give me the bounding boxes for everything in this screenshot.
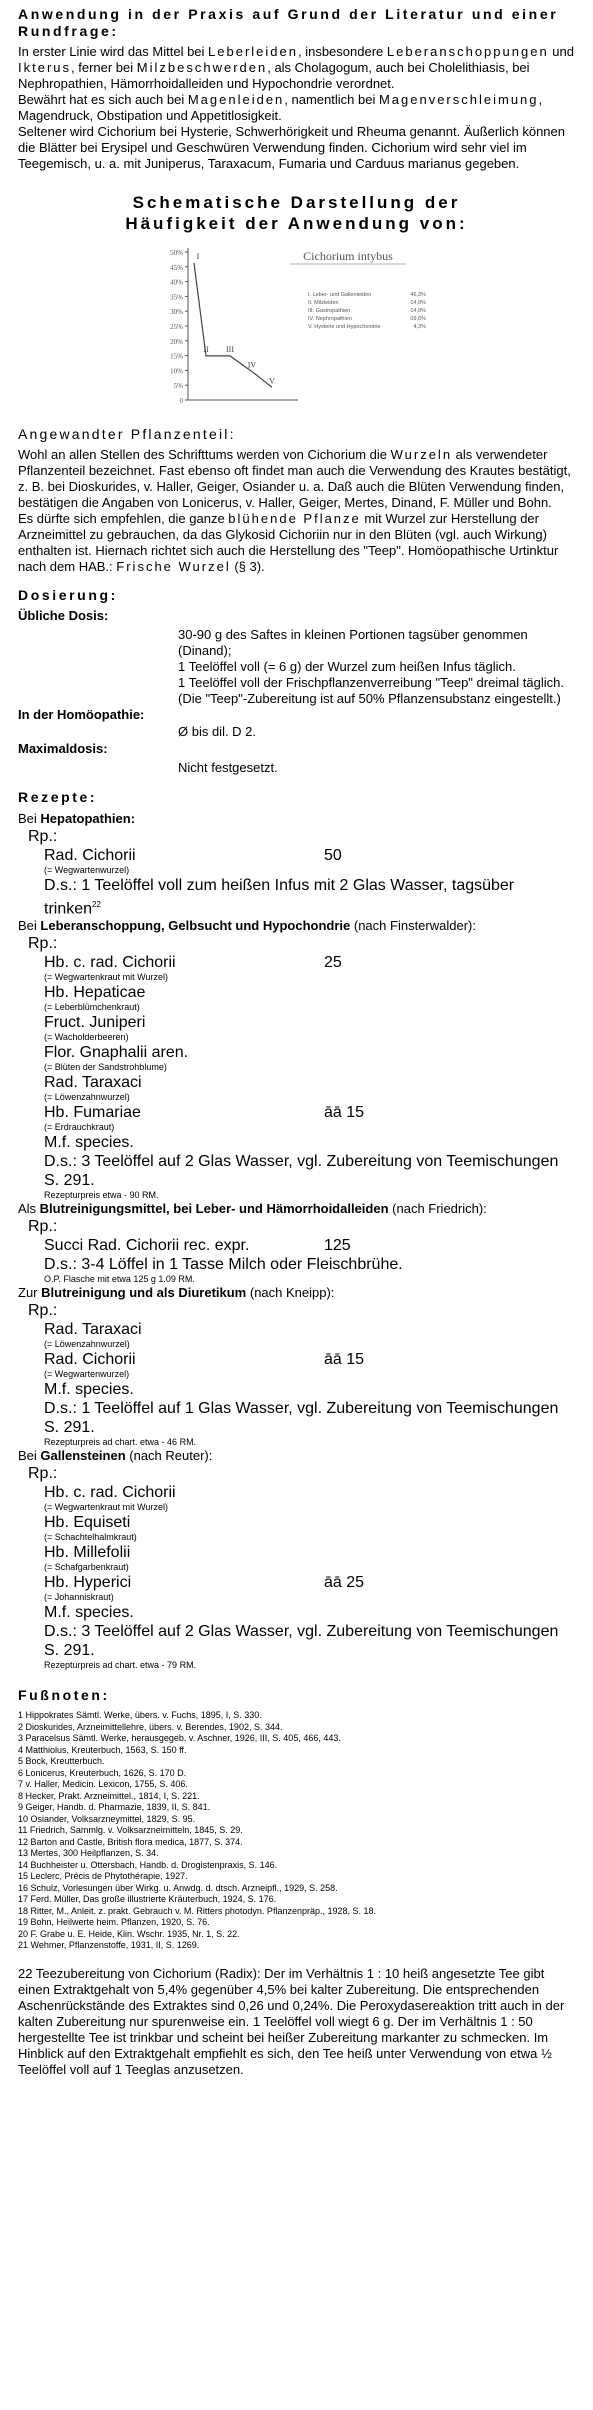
text: Bewährt hat es sich auch bei — [18, 92, 188, 107]
footnote-item: 10 Osiander, Volksarzneymittel, 1829, S. 95. — [18, 1813, 196, 1824]
footnote-item: 12 Barton and Castle, British flora medica, 1877, S. 374. — [18, 1836, 243, 1847]
footnote-item: 1 Hippokrates Sämtl. Werke, übers. v. Fuchs, 1895, I, S. 330. — [18, 1710, 262, 1721]
rezepte-heading: Rezepte: — [18, 789, 98, 805]
legend-label: V. Hysterie und Hypochondrie — [308, 324, 381, 330]
y-tick-label: 40% — [170, 278, 183, 287]
recipe-3 — [18, 1201, 575, 1285]
price-line: Rezepturpreis etwa - 90 RM. — [44, 1190, 159, 1201]
dosierung-heading: Dosierung: — [18, 587, 118, 603]
y-tick-label: 0 — [179, 397, 183, 405]
text: (§ 3). — [230, 559, 265, 574]
text: Wohl an allen Stellen des Schrifttums werden von Cichorium die — [18, 447, 391, 462]
y-tick-label: 5% — [173, 382, 183, 391]
price-line: O.P. Flasche mit etwa 125 g 1.09 RM. — [44, 1274, 195, 1285]
dose-line: 1 Teelöffel voll der Frischpflanzenverreibung "Teep" dreimal täglich. — [178, 675, 564, 690]
footnote-item: 8 Hecker, Prakt. Arzneimittel., 1814, I, S. 221. — [18, 1790, 200, 1801]
dose-line: 1 Teelöffel voll (= 6 g) der Wurzel zum heißen Infus täglich. — [178, 659, 516, 674]
ds-line: D.s.: 3-4 Löffel in 1 Tasse Milch oder Fleischbrühe. — [44, 1256, 403, 1274]
legend-label: III. Gastropathien — [308, 308, 351, 314]
text: In erster Linie wird das Mittel bei — [18, 44, 209, 59]
legend-label: II. Milzleiden — [308, 300, 339, 306]
ingredient-name: Rad. Cichorii — [44, 1351, 136, 1369]
text: (nach Reuter): — [125, 1448, 213, 1464]
text: Leberanschoppung, Gelbsucht und Hypochondrie — [40, 918, 351, 934]
ingredient-note: (= Schafgarbenkraut) — [44, 1562, 129, 1573]
recipe-title — [18, 1285, 575, 1301]
footnote-item: 9 Geiger, Handb. d. Pharmazie, 1839, II, S. 841. — [18, 1802, 211, 1813]
text: mit Wurzel zur Herstellung der Arzneimittel zu gebrauchen, da das Glykosid Cichoriin nur in den Blüten (vgl. auch Wirkung) enthalten ist. Hiernach richtet sich auch die Herstellung des "Teep". Homöopathische Urtinktur nach dem HAB.: — [18, 511, 559, 574]
ingredient-name: Rad. Cichorii — [44, 847, 136, 864]
footnote-item: 19 Bohn, Heilwerte heim. Pflanzen, 1920, S. 76. — [18, 1917, 210, 1928]
y-tick-label: 20% — [170, 337, 183, 346]
recipe-2 — [18, 918, 575, 1201]
text: , Magendruck, Obstipation und Appetitlosigkeit. — [18, 92, 543, 123]
text: Magenleiden — [187, 92, 285, 107]
ingredient-qty: āā 15 — [324, 1351, 365, 1369]
ingredient: Rad. Taraxaci — [44, 1321, 142, 1339]
ingredient: Hb. c. rad. Cichorii — [44, 1484, 176, 1502]
text: Magenverschleimung — [378, 92, 539, 107]
footnote-item: 3 Paracelsus Sämtl. Werke, herausgegeb. v. Aschner, 1926, III, S. 405, 466, 443. — [18, 1733, 341, 1744]
ingredient: Hb. Hepaticae — [44, 984, 146, 1002]
footnote-item: 17 Ferd. Müller, Das große illustrierte Kräuterbuch, 1924, S. 176. — [18, 1894, 277, 1905]
homoo-value: Ø bis dil. D 2. — [178, 724, 257, 739]
ingredient-name: Hb. Hyperici — [44, 1574, 132, 1592]
ingredient-qty: āā 15 — [324, 1104, 365, 1122]
rp-label: Rp.: — [28, 935, 58, 953]
y-tick-label: 35% — [170, 293, 183, 302]
legend-value: 09,6% — [410, 316, 426, 322]
footnote-item: 2 Dioskurides, Arzneimittellehre, übers. v. Berendes, 1902, S. 344. — [18, 1721, 283, 1732]
recipe-title — [18, 811, 575, 827]
schema-title: Schematische Darstellung der Häufigkeit der Anwendung von: — [125, 193, 468, 233]
pflanzenteil-p1 — [18, 447, 575, 511]
text: und — [548, 44, 574, 59]
ingredient-qty: 50 — [324, 847, 342, 864]
ds-line: D.s.: 1 Teelöffel auf 1 Glas Wasser, vgl. Zubereitung von Teemischungen S. 291. — [44, 1400, 559, 1437]
rp-label: Rp.: — [28, 828, 58, 845]
text: , als Cholagogum, auch bei Cholelithiasis, bei Nephropathien, Hämorrhoidalleiden und Hypochondrie verordnet. — [18, 60, 530, 91]
anwendung-p3: Seltener wird Cichorium bei Hysterie, Schwerhörigkeit und Rheuma genannt. Äußerlich können die Blätter bei Erysipel und Geschwüren Verwendung finden. Cichorium wird sehr viel im Teegemisch, u. a. mit Juniperus, Taraxacum, Fumaria und Carduus marianus gegeben. — [18, 124, 565, 171]
y-tick-label: 30% — [170, 308, 183, 317]
footnote-item: 15 Leclerc, Précis de Phytothérapie, 1927. — [18, 1871, 188, 1882]
ingredient — [18, 1350, 575, 1369]
anwendung-p1 — [18, 44, 575, 92]
ingredient-qty: 25 — [324, 954, 342, 972]
ingredient-note: (= Wegwartenkraut mit Wurzel) — [44, 1502, 168, 1513]
section-rezepte — [18, 789, 575, 1671]
max-label: Maximaldosis: — [18, 741, 108, 756]
ingredient: Rad. Taraxaci — [44, 1074, 142, 1092]
anwendung-p2 — [18, 92, 575, 124]
data-point-label: III — [226, 344, 234, 354]
text: als verwendeter Pflanzenteil bezeichnet. Fast ebenso oft findet man auch die Verwendung des Krautes bestätigt, z. B. bei Dioskurides, v. Haller, Geiger, Osiander u. a. Daß auch die Blüten Verwendung finden, bestätigen die Angaben von Lonicerus, v. Haller, Geiger, Mertes, Dinand, F. Müller und Bohn. — [18, 447, 571, 510]
data-point-label: IV — [247, 360, 257, 370]
text: , insbesondere — [297, 44, 387, 59]
ingredient — [18, 1103, 575, 1122]
recipe-title — [18, 1448, 575, 1464]
ubliche-label: Übliche Dosis: — [18, 608, 109, 623]
footnote-item: 4 Matthiolus, Kreuterbuch, 1563, S. 150 ff. — [18, 1744, 187, 1755]
mf-line: M.f. species. — [44, 1381, 134, 1399]
text: Gallensteinen — [40, 1448, 126, 1464]
dose-line: 30-90 g des Saftes in kleinen Portionen tagsüber genommen (Dinand); — [178, 627, 528, 658]
text: (nach Friedrich): — [388, 1201, 487, 1217]
ingredient-note: (= Wacholderbeeren) — [44, 1032, 129, 1043]
price-line: Rezepturpreis ad chart. etwa - 79 RM. — [44, 1660, 197, 1671]
footnote-item: 14 Buchheister u. Ottersbach, Handb. d. Drogistenpraxis, S. 146. — [18, 1859, 278, 1870]
legend-value: 46,3% — [410, 292, 426, 298]
frequency-chart — [158, 242, 448, 412]
y-tick-label: 45% — [170, 263, 183, 272]
footnote-item: 6 Lonicerus, Kreuterbuch, 1626, S. 170 D. — [18, 1767, 187, 1778]
footnote-item: 16 Schulz, Vorlesungen über Wirkg. u. Anwdg. d. dtsch. Arzneipfl., 1929, S. 258. — [18, 1882, 338, 1893]
homoo-label: In der Homöopathie: — [18, 707, 145, 722]
footnote-item: 18 Ritter, M., Anleit. z. prakt. Gebrauch v. M. Ritters photodyn. Pflanzenpräp., 1928, S. 18. — [18, 1905, 377, 1916]
ingredient: Flor. Gnaphalii aren. — [44, 1044, 189, 1062]
text: (nach Finsterwalder): — [350, 918, 476, 934]
ingredient-qty: 125 — [324, 1237, 351, 1255]
text: Bei — [18, 811, 41, 826]
pflanzenteil-p2 — [18, 511, 575, 575]
footnote-item: 21 Wehmer, Pflanzenstoffe, 1931, II, S. 1269. — [18, 1940, 200, 1951]
ingredient-note: (= Blüten der Sandstrohblume) — [44, 1062, 167, 1073]
text: Es dürfte sich empfehlen, die ganze — [18, 511, 229, 526]
text: Blutreinigung und als Diuretikum — [41, 1285, 247, 1301]
ingredient — [18, 846, 575, 865]
recipe-1 — [18, 811, 575, 918]
data-point-label: II — [203, 344, 209, 354]
recipe-title — [18, 918, 575, 934]
ingredient-qty: āā 25 — [324, 1574, 365, 1592]
footnote-ref[interactable]: 22 — [92, 900, 101, 909]
ingredient-note: (= Schachtelhalmkraut) — [44, 1532, 137, 1543]
ingredient-name: Hb. Fumariae — [44, 1104, 141, 1122]
data-point-label: I — [196, 251, 200, 261]
section-pflanzenteil — [18, 426, 575, 575]
ingredient — [18, 1236, 575, 1255]
ds-line: D.s.: 3 Teelöffel auf 2 Glas Wasser, vgl. Zubereitung von Teemischungen S. 291. — [44, 1153, 559, 1190]
ingredient-note: (= Wegwartenkraut mit Wurzel) — [44, 972, 168, 983]
text: Als — [18, 1201, 40, 1217]
text: Ikterus — [18, 60, 72, 75]
recipe-4 — [18, 1285, 575, 1448]
text: blühende Pflanze — [228, 511, 361, 526]
ingredient: Hb. Millefolii — [44, 1544, 131, 1562]
section-dosierung — [18, 587, 575, 775]
ingredient: Fruct. Juniperi — [44, 1014, 146, 1032]
chart-title: Cichorium intybus — [303, 249, 393, 263]
text: Zur — [18, 1285, 42, 1301]
footnote-list — [18, 1710, 575, 1952]
footnote-item: 11 Friedrich, Sammlg. v. Volksarzneimitteln, 1845, S. 29. — [18, 1825, 243, 1836]
text: Wurzeln — [390, 447, 453, 462]
legend-value: 4,3% — [413, 324, 426, 330]
pflanzenteil-heading: Angewandter Pflanzenteil: — [18, 426, 236, 442]
chart-svg — [158, 242, 448, 412]
ingredient-note: (= Wegwartenwurzel) — [44, 865, 130, 875]
section-anwendung — [18, 0, 575, 172]
footnote-item: 7 v. Haller, Medicin. Lexicon, 1755, S. 406. — [18, 1779, 188, 1790]
mf-line: M.f. species. — [44, 1134, 134, 1152]
recipe-5 — [18, 1448, 575, 1671]
footnote-item: 5 Bock, Kreutterbuch. — [18, 1756, 105, 1767]
text: Bei — [18, 918, 41, 934]
ingredient — [18, 1573, 575, 1592]
dose-line: (Die "Teep"-Zubereitung ist auf 50% Pflanzensubstanz eingestellt.) — [178, 691, 561, 706]
ds-line: D.s.: 3 Teelöffel auf 2 Glas Wasser, vgl. Zubereitung von Teemischungen S. 291. — [44, 1623, 559, 1660]
ingredient-note: (= Leberblümchenkraut) — [44, 1002, 140, 1013]
ingredient-note: (= Löwenzahnwurzel) — [44, 1092, 130, 1103]
mf-line: M.f. species. — [44, 1604, 134, 1622]
ingredient-note: (= Johanniskraut) — [44, 1592, 114, 1603]
y-tick-label: 25% — [170, 323, 183, 331]
ingredient-note: (= Erdrauchkraut) — [44, 1122, 115, 1133]
legend-value: 14,9% — [410, 300, 426, 306]
text: D.s.: 1 Teelöffel voll zum heißen Infus mit 2 Glas Wasser, tagsüber trinken — [44, 877, 515, 918]
text: Leberleiden — [208, 44, 298, 59]
text: Leberanschoppungen — [386, 44, 549, 59]
text: Blutreinigungsmittel, bei Leber- und Hämorrhoidalleiden — [39, 1201, 389, 1217]
series-line — [194, 263, 272, 387]
text: , ferner bei — [71, 60, 137, 75]
y-tick-label: 10% — [170, 367, 183, 376]
text: Bei — [18, 1448, 41, 1464]
legend-value: 14,9% — [410, 308, 426, 314]
rp-label: Rp.: — [28, 1218, 58, 1236]
rp-label: Rp.: — [28, 1302, 58, 1320]
y-tick-label: 50% — [170, 249, 183, 257]
footnote-22: 22 Teezubereitung von Cichorium (Radix): Der im Verhältnis 1 : 10 heiß angesetzte Tee gibt einen Extraktgehalt von 5,4% gegenüber 4,5% bei kalter Zubereitung. Die entsprechenden Aschenrückstände des Extraktes sind 0,26 und 0,24%. Die Peroxydasereaktion tritt auch in der kalten Zubereitung nur spurenweise ein. 1 Teelöffel voll wiegt 6 g. Der im Verhältnis 1 : 50 hergestellte Tee ist trinkbar und scheint bei heißer Zubereitung markanter zu schmecken. Im Hinblick auf den Extraktgehalt empfiehlt es sich, den Tee heiß unter Verwendung von etwa ½ Teelöffel voll auf 1 Teeglas anzusetzen. — [18, 1965, 565, 2077]
rp-label: Rp.: — [28, 1465, 58, 1483]
ds-line — [18, 876, 575, 918]
text: Frische Wurzel — [116, 559, 231, 574]
section-fussnoten — [18, 1687, 575, 2078]
fussnoten-heading: Fußnoten: — [18, 1687, 110, 1704]
price-line: Rezepturpreis ad chart. etwa - 46 RM. — [44, 1437, 197, 1448]
ingredient: Hb. Equiseti — [44, 1514, 131, 1532]
y-tick-label: 15% — [170, 352, 183, 361]
text: Milzbeschwerden — [136, 60, 268, 75]
text: , namentlich bei — [284, 92, 379, 107]
anwendung-heading: Anwendung in der Praxis auf Grund der Literatur und einer Rundfrage: — [18, 6, 559, 39]
footnote-item: 20 F. Grabe u. E. Heide, Klin. Wschr. 1935, Nr. 1, S. 22. — [18, 1928, 240, 1939]
ingredient-name: Succi Rad. Cichorii rec. expr. — [44, 1237, 250, 1255]
recipe-title — [18, 1201, 575, 1217]
ingredient-note: (= Wegwartenwurzel) — [44, 1369, 130, 1380]
footnote-item: 13 Mertes, 300 Heilpflanzen, S. 34. — [18, 1848, 159, 1859]
legend-label: IV. Nephropathien — [308, 316, 352, 322]
ingredient — [18, 953, 575, 972]
data-point-label: V — [269, 376, 275, 386]
legend-label: I. Leber- und Gallenleiden — [308, 292, 372, 298]
max-value: Nicht festgesetzt. — [178, 760, 278, 775]
ingredient-note: (= Löwenzahnwurzel) — [44, 1339, 130, 1350]
ingredient-name: Hb. c. rad. Cichorii — [44, 954, 176, 972]
text: Hepatopathien: — [40, 811, 136, 826]
text: (nach Kneipp): — [246, 1285, 335, 1301]
ubliche-values — [18, 627, 575, 707]
